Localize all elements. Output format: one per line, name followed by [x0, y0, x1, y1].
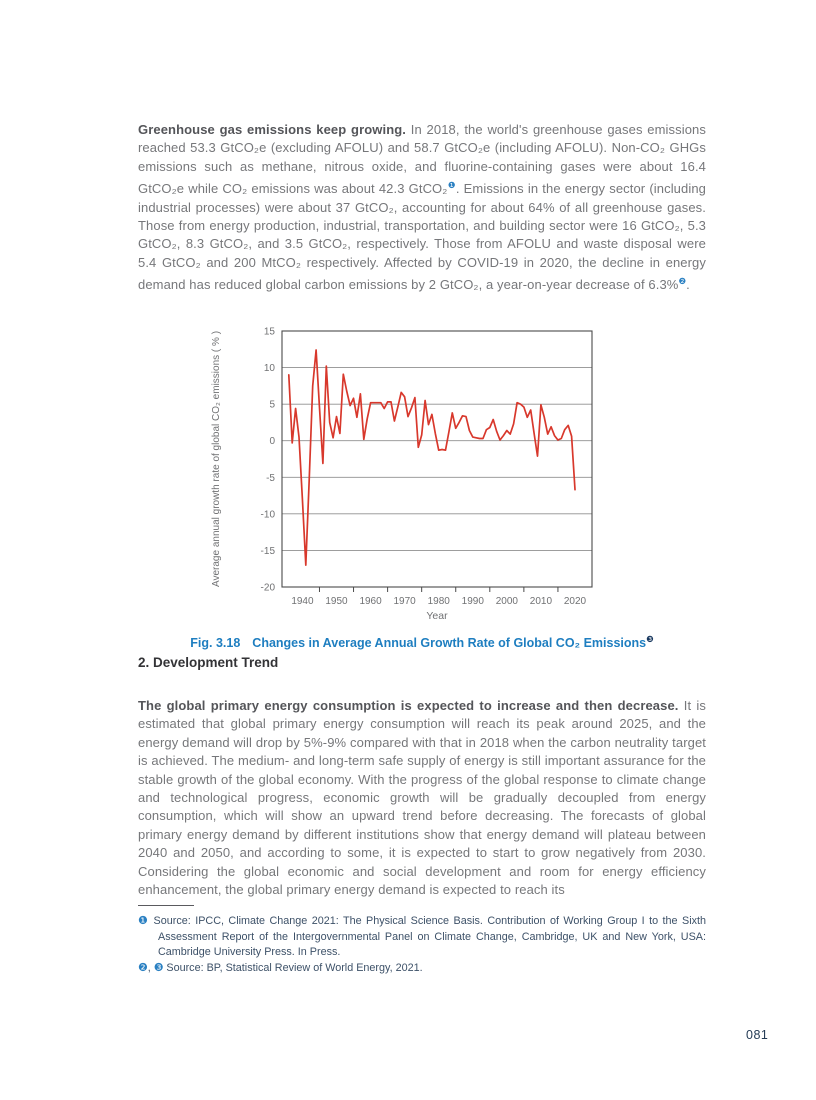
text-run: Changes in Average Annual Growth Rate of Global CO₂ Emissions	[252, 636, 647, 650]
text-run: Source: BP, Statistical Review of World Energy, 2021.	[163, 961, 423, 974]
svg-text:1970: 1970	[393, 596, 416, 607]
footnote-marker: ❷	[678, 276, 687, 287]
text-run: In 2018, the world's greenhouse gases emissions reached 53.3 GtCO₂e (excluding AFOLU) and 58.7 GtCO₂e (including AFOLU). Non-CO₂ GHGs emissions such as methane, nitrous oxide, and fluorine-containing gases were about 16.4 GtCO₂e while CO₂ emissions was about 42.3 GtCO₂	[138, 122, 706, 197]
figure-caption	[138, 631, 706, 651]
chart-container	[204, 325, 706, 626]
svg-text:1990: 1990	[461, 596, 484, 607]
svg-text:Average annual growth rate of: Average annual growth rate of global CO₂ emissions ( % )	[211, 330, 222, 588]
page-number: 081	[746, 1028, 769, 1042]
footnote-marker: ❷	[138, 961, 148, 974]
footnote-marker: ❶	[138, 915, 150, 927]
svg-text:-10: -10	[260, 509, 275, 521]
section-heading-development-trend: 2. Development Trend	[138, 655, 279, 670]
figure-3-18	[138, 325, 706, 651]
text-run: Fig. 3.18	[190, 636, 241, 650]
svg-text:5: 5	[269, 399, 275, 411]
footnote-2	[138, 961, 706, 977]
text-run: It is estimated that global primary energy consumption will reach its peak around 2025, and the energy demand will drop by 5%-9% compared with that in 2018 when the carbon neutrality target is achieved. The medium- and long-term safe supply of energy is still important assurance for the stable growth of the global economy. With the progress of the global response to climate change and technological progress, economic growth will be gradually decoupled from energy consumption, which will show an upward trend before decreasing. The forecasts of global primary energy demand by different institutions show that energy demand will plateau between 2040 and 2050, and according to some, it is expected to start to grow negatively from 2030. Considering the global economic and social development and room for energy efficiency enhancement, the global primary energy demand is expected to reach its	[138, 698, 706, 898]
paragraph-ghg-emissions	[138, 121, 706, 295]
text-run: Source: IPCC, Climate Change 2021: The Physical Science Basis. Contribution of Working Group I to the Sixth Assessment Report of the Intergovernmental Panel on Climate Change, Cambridge, UK and New York, USA: Cambridge University Press. In Press.	[149, 915, 706, 959]
text-run: .	[686, 277, 690, 293]
footnote-separator-rule	[138, 905, 194, 906]
paragraph-development-trend	[138, 697, 706, 899]
footnote-marker: ❸	[153, 961, 164, 974]
svg-text:15: 15	[263, 326, 275, 338]
svg-text:-5: -5	[266, 472, 275, 484]
svg-text:1960: 1960	[359, 596, 382, 607]
svg-text:2000: 2000	[495, 596, 518, 607]
text-run: ,	[147, 961, 154, 974]
svg-text:2010: 2010	[529, 596, 553, 607]
svg-text:0: 0	[269, 436, 275, 448]
svg-text:10: 10	[263, 363, 275, 375]
svg-text:-20: -20	[260, 582, 275, 594]
text-run: Greenhouse gas emissions keep growing.	[138, 122, 411, 137]
svg-text:1980: 1980	[427, 596, 450, 607]
co2-growth-line-chart	[204, 325, 596, 621]
footnote-marker: ❶	[447, 180, 456, 191]
footnote-1	[138, 914, 706, 961]
footnote-marker: ❸	[646, 634, 654, 644]
footnotes-block	[138, 905, 706, 976]
svg-text:2020: 2020	[563, 596, 587, 607]
text-run: The global primary energy consumption is expected to increase and then decrease.	[138, 698, 684, 713]
text-run: . Emissions in the energy sector (including industrial processes) were about 37 GtCO₂, accounting for about 64% of all greenhouse gases. Those from energy production, industrial, transportation, and building sector were 16 GtCO₂, 5.3 GtCO₂, 8.3 GtCO₂, and 3.5 GtCO₂, respectively. Those from AFOLU and waste disposal were 5.4 GtCO₂ and 200 MtCO₂ respectively. Affected by COVID-19 in 2020, the decline in energy demand has reduced global carbon emissions by 2 GtCO₂, a year-on-year decrease of 6.3%	[138, 181, 706, 293]
svg-text:Year: Year	[426, 610, 448, 621]
svg-text:-15: -15	[260, 545, 275, 557]
svg-text:1940: 1940	[291, 596, 314, 607]
svg-text:1950: 1950	[325, 596, 348, 607]
